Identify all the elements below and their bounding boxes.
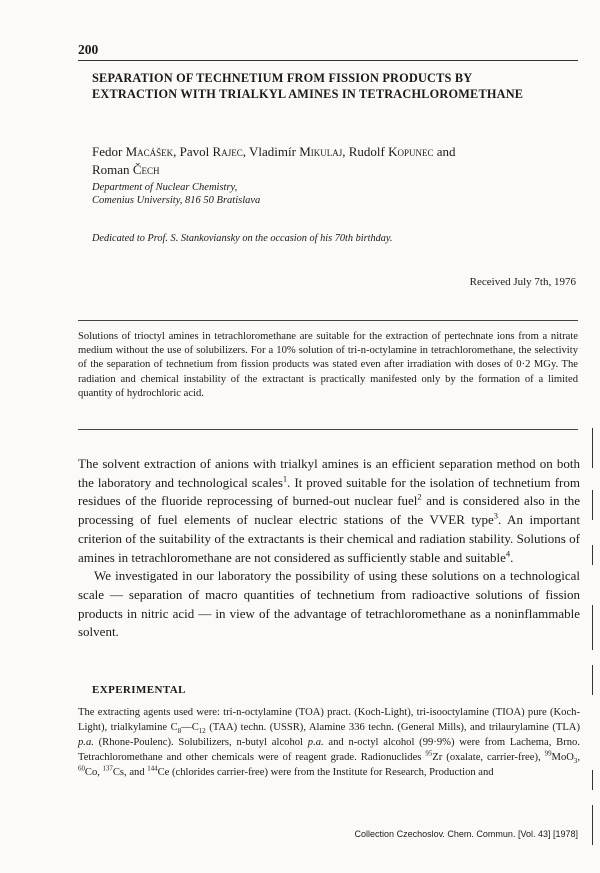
author-last-name: Rajec bbox=[212, 144, 243, 159]
text-run: (Rhone-Poulenc). Solubilizers, n-butyl alcohol bbox=[93, 737, 308, 749]
text-run: Cs, and bbox=[112, 767, 148, 779]
abstract: Solutions of trioctyl amines in tetrachloromethane are suitable for the extraction of pertechnate ions from a nitrate medium without the use of solubilizers. For a 10% solution of tri-n-octylamine in tetrachloromethane, the selectivity of the separation of technetium from fission products was stated even after irradiation with doses of 0·2 MGy. The radiation and chemical instability of the extractant is practically manifested only by the formation of a limited quantity of hydrochloric acid. bbox=[78, 331, 578, 399]
isotope-mass: 144 bbox=[147, 765, 158, 773]
journal-footer: Collection Czechoslov. Chem. Commun. [Vol. 43] [1978] bbox=[354, 829, 578, 839]
text-run: —C bbox=[181, 722, 199, 734]
dedication: Dedicated to Prof. S. Stankoviansky on the occasion of his 70th birthday. bbox=[92, 233, 393, 244]
text-run: . bbox=[510, 549, 514, 565]
margin-mark bbox=[592, 605, 593, 650]
margin-mark bbox=[592, 490, 593, 520]
text-run: (TAA) techn. (USSR), Alamine 336 techn. (General Mills), and trilaurylamine (TLA) bbox=[205, 722, 580, 734]
author-list: Fedor Macášek, Pavol Rajec, Vladimír Mikulaj, Rudolf Kopunec and Roman Čech bbox=[92, 144, 456, 177]
paragraph: We investigated in our laboratory the possibility of using these solutions on a technological scale — separation of macro quantities of technetium from radioactive solutions of fission products in nitric acid — in view of the advantage of tetrachloromethane as a noninflammable solvent. bbox=[78, 568, 580, 640]
affiliation bbox=[92, 181, 492, 207]
margin-mark bbox=[592, 770, 593, 790]
reference-mark: 4 bbox=[505, 548, 511, 559]
italic-run: p.a. bbox=[78, 737, 94, 749]
article-title: SEPARATION OF TECHNETIUM FROM FISSION PRODUCTS BY EXTRACTION WITH TRIALKYL AMINES IN TETRACHLOROMETHANE bbox=[92, 71, 524, 101]
author-first-name: Fedor bbox=[92, 144, 126, 159]
introduction bbox=[78, 455, 580, 642]
experimental-text bbox=[78, 705, 580, 780]
reference-mark: 1 bbox=[282, 473, 288, 484]
received-date: Received July 7th, 1976 bbox=[469, 276, 576, 288]
subscript: 3 bbox=[573, 758, 578, 766]
text-run: and n-octyl alcohol (99·9%) were from Lachema, Brno. Tetrachloromethane and other chemicals were of reagent grade. Radionuclides bbox=[78, 737, 580, 764]
margin-mark bbox=[592, 428, 593, 468]
text-run: and is considered also in the processing of fuel elements of nuclear electric stations of the VVER type bbox=[78, 493, 580, 528]
isotope-mass: 99 bbox=[544, 750, 552, 758]
paragraph bbox=[78, 455, 580, 567]
author-last-name: Mikulaj bbox=[299, 144, 343, 159]
text-run: MoO bbox=[551, 752, 574, 764]
author-first-name: Roman bbox=[92, 162, 133, 177]
text-run: Zr (oxalate, carrier-free), bbox=[432, 752, 545, 764]
text-run: Co, bbox=[84, 767, 103, 779]
author-conjunction: and bbox=[433, 144, 456, 159]
text-run: , bbox=[577, 752, 580, 764]
reference-mark: 2 bbox=[417, 492, 422, 503]
text-run: The solvent extraction of anions with trialkyl amines is an efficient separation method on both the laboratory and technological scales bbox=[78, 456, 580, 490]
affiliation-line-1: Department of Nuclear Chemistry, bbox=[92, 182, 238, 193]
subscript: 12 bbox=[198, 728, 206, 736]
header-rule bbox=[78, 60, 578, 61]
margin-mark bbox=[592, 545, 593, 565]
subscript: 8 bbox=[177, 728, 182, 736]
text-run: . It proved suitable for the isolation of technetium from residues of the fluoride reprocessing of burned-out nuclear fuel bbox=[78, 474, 580, 509]
affiliation-line-2: Comenius University, 816 50 Bratislava bbox=[92, 195, 261, 206]
isotope-mass: 95 bbox=[425, 750, 433, 758]
text-run: The extracting agents used were: tri-n-octylamine (TOA) pract. (Koch-Light), tri-isooctylamine (TIOA) pure (Koch-Light), trialkylamine C bbox=[78, 707, 580, 734]
abstract-rule-bottom bbox=[78, 429, 578, 430]
abstract-rule-top bbox=[78, 320, 578, 321]
section-heading: EXPERIMENTAL bbox=[92, 684, 186, 696]
page-number: 200 bbox=[78, 42, 99, 57]
author-first-name: Rudolf bbox=[348, 144, 389, 159]
isotope-mass: 137 bbox=[102, 765, 113, 773]
reference-mark: 3 bbox=[493, 510, 499, 521]
text-run: Ce (chlorides carrier-free) were from the Institute for Research, Production and bbox=[157, 767, 494, 779]
margin-mark bbox=[592, 665, 593, 695]
author-last-name: Čech bbox=[132, 162, 160, 177]
author-first-name: Vladimír bbox=[249, 144, 300, 159]
author-first-name: Pavol bbox=[179, 144, 213, 159]
isotope-mass: 60 bbox=[78, 765, 85, 773]
author-last-name: Macášek bbox=[125, 144, 174, 159]
author-last-name: Kopunec bbox=[388, 144, 434, 159]
italic-run: p.a. bbox=[307, 737, 324, 749]
text-run: . An important criterion of the suitability of the extractants is their chemical and radiation stability. Solutions of amines in tetrachloromethane are not considered as sufficiently stable and suitable bbox=[78, 512, 581, 565]
margin-mark bbox=[592, 805, 593, 845]
